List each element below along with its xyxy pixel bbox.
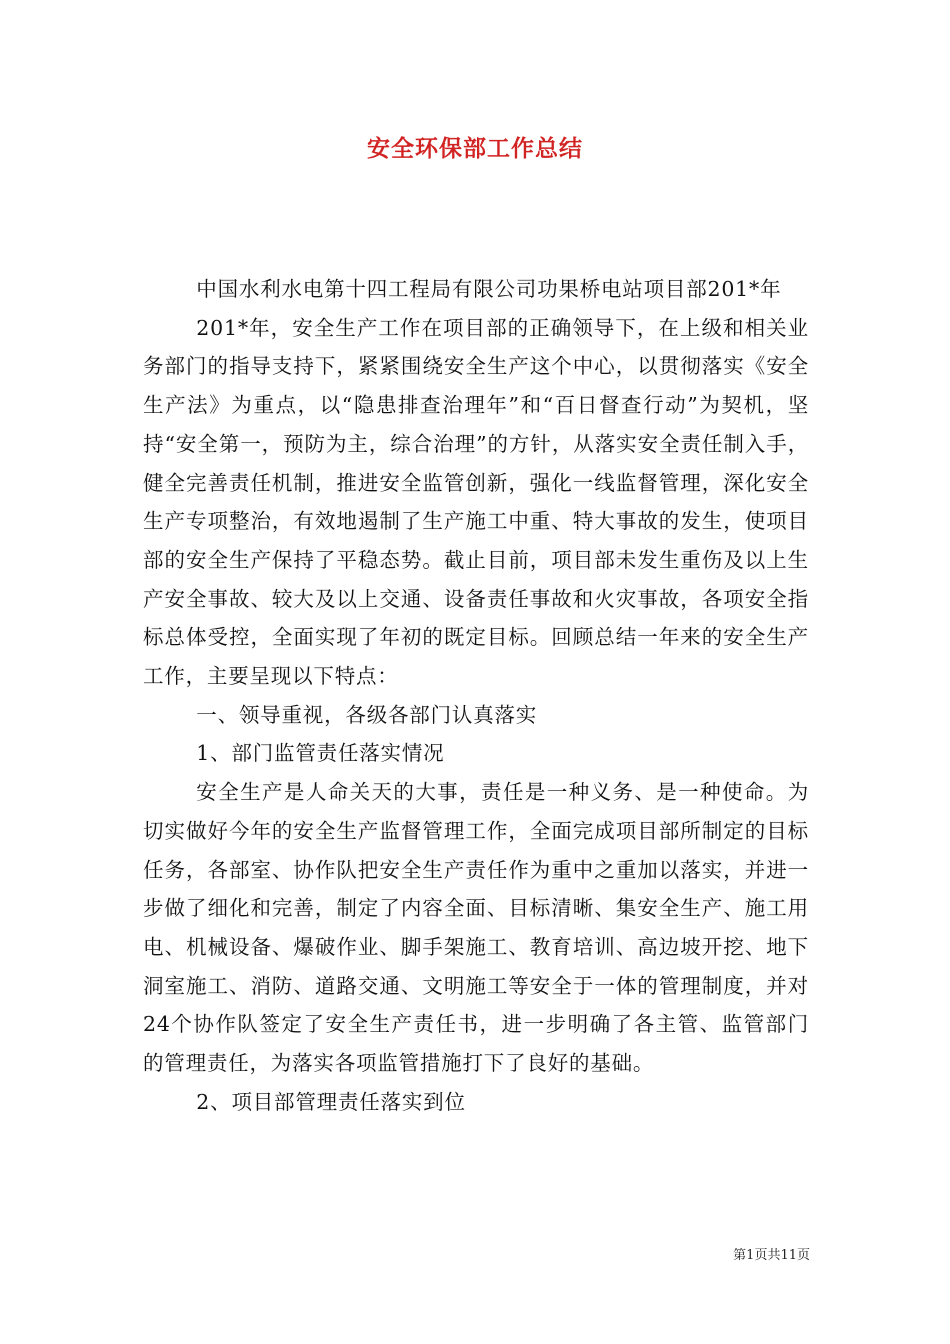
section-heading-1: 一、领导重视，各级各部门认真落实	[196, 702, 538, 727]
document-title: 安全环保部工作总结	[367, 136, 583, 162]
paragraph-org-header: 中国水利水电第十四工程局有限公司功果桥电站项目部201*年	[196, 277, 782, 301]
subsection-heading-2: 2、项目部管理责任落实到位	[196, 1089, 466, 1114]
paragraph-intro: 201*年，安全生产工作在项目部的正确领导下，在上级和相关业务部门的指导支持下，紧紧围绕安全生产这个中心，以贯彻落实《安全生产法》为重点，以“隐患排查治理年”和“百日督查行动”为契机，坚持“安全第一，预防为主，综合治理”的方针，从落实安全责任制入手，健全完善责任机制，推进安全监管创新，强化一线监督管理，深化安全生产专项整治，有效地遏制了生产施工中重、特大事故的发生，使项目部的安全生产保持了平稳态势。截止目前，项目部未发生重伤及以上生产安全事故、较大及以上交通、设备责任事故和火灾事故，各项安全指标总体受控，全面实现了年初的既定目标。回顾总结一年来的安全生产工作，主要呈现以下特点：	[143, 315, 809, 689]
page-number-footer: 第1页共11页	[733, 1248, 810, 1263]
document-body	[143, 270, 809, 1121]
paragraph-responsibility: 安全生产是人命关天的大事，责任是一种义务、是一种使命。为切实做好今年的安全生产监督管理工作，全面完成项目部所制定的目标任务，各部室、协作队把安全生产责任作为重中之重加以落实，并进一步做了细化和完善，制定了内容全面、目标清晰、集安全生产、施工用电、机械设备、爆破作业、脚手架施工、教育培训、高边坡开挖、地下洞室施工、消防、道路交通、文明施工等安全于一体的管理制度，并对24个协作队签定了安全生产责任书，进一步明确了各主管、监管部门的管理责任，为落实各项监管措施打下了良好的基础。	[143, 780, 809, 1076]
subsection-heading-1: 1、部门监管责任落实情况	[196, 741, 445, 766]
